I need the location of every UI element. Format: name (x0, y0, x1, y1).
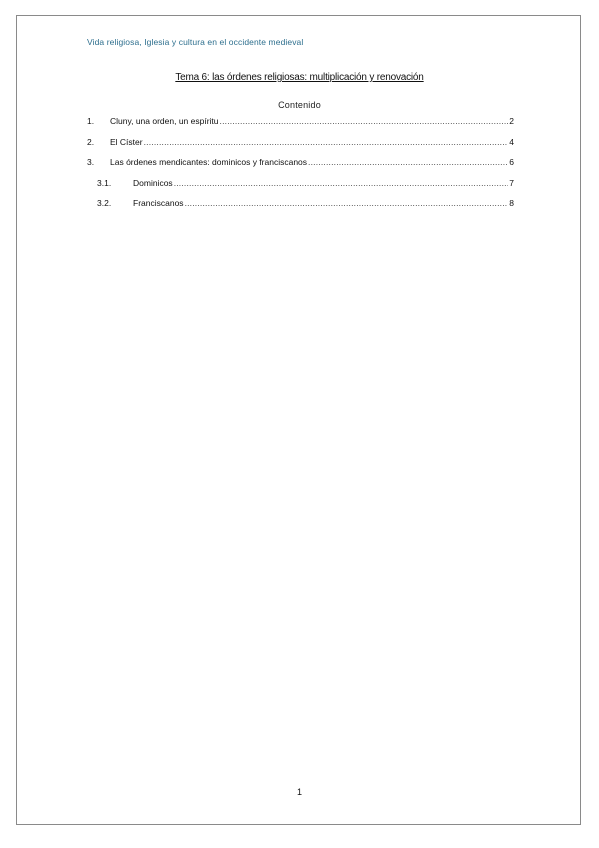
toc-entry-mendicantes[interactable] (87, 157, 514, 168)
table-of-contents (87, 116, 514, 219)
toc-entry-cluny[interactable] (87, 116, 514, 127)
toc-heading: Contenido (278, 100, 321, 110)
toc-dot-leader (308, 157, 508, 167)
toc-entry-number: 1. (87, 116, 95, 126)
toc-dot-leader (185, 198, 509, 208)
document-title: Tema 6: las órdenes religiosas: multiplicación y renovación (175, 72, 424, 83)
toc-dot-leader (220, 116, 509, 126)
toc-entry-franciscanos[interactable] (87, 198, 514, 209)
toc-entry-title: Dominicos (133, 177, 173, 188)
page-number: 1 (296, 787, 302, 797)
toc-dot-leader (174, 178, 509, 188)
toc-entry-page: 7 (509, 177, 514, 188)
toc-dot-leader (144, 137, 509, 147)
toc-entry-number: 3. (87, 157, 95, 167)
toc-entry-title: Las órdenes mendicantes: dominicos y franciscanos (110, 157, 308, 167)
toc-entry-number: 3.2. (97, 198, 112, 208)
toc-entry-cister[interactable] (87, 137, 514, 148)
toc-entry-title: El Císter (110, 136, 143, 147)
toc-entry-page: 6 (509, 157, 514, 167)
toc-entry-number: 3.1. (97, 177, 112, 188)
toc-entry-number: 2. (87, 136, 95, 147)
toc-entry-dominicos[interactable] (87, 178, 514, 189)
toc-entry-title: Franciscanos (133, 198, 184, 208)
toc-entry-page: 4 (509, 136, 514, 147)
running-header: Vida religiosa, Iglesia y cultura en el occidente medieval (87, 37, 304, 47)
toc-entry-page: 2 (509, 116, 514, 126)
toc-entry-title: Cluny, una orden, un espíritu (110, 116, 219, 126)
toc-entry-page: 8 (509, 198, 514, 208)
